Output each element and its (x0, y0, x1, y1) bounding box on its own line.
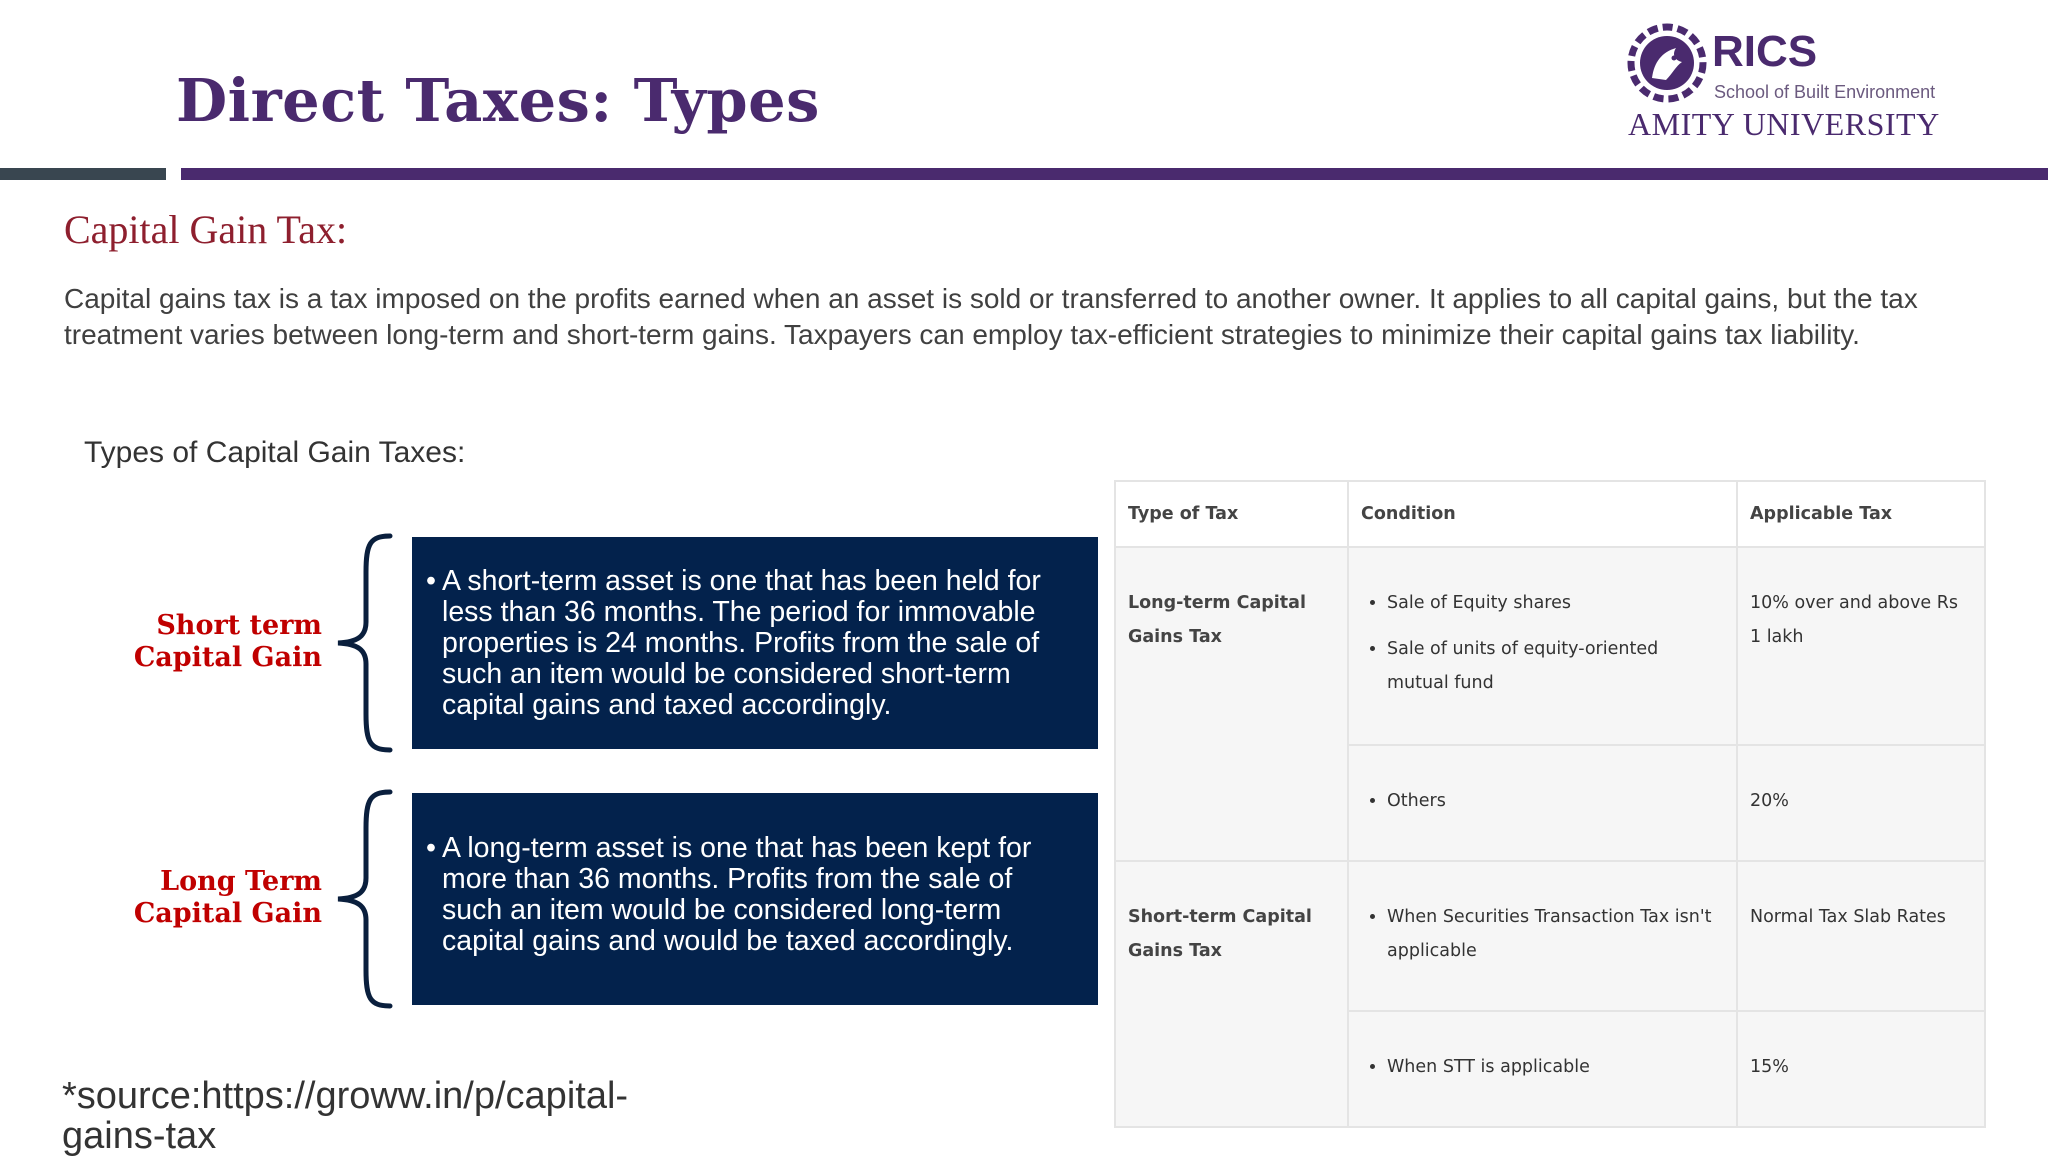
applicable-tax-cell: 20% (1737, 745, 1985, 861)
intro-paragraph: Capital gains tax is a tax imposed on the profits earned when an asset is sold or transferred to another owner. It applies to all capital gains, but the tax treatment varies between long-term and short-term gains. Taxpayers can employ tax-efficient strategies to minimize their capital gains tax liability. (64, 283, 1918, 350)
long-term-description-text: A long-term asset is one that has been kept for more than 36 months. Profits from the sale of such an item would be considered long-term capital gains and would be taxed accordingly. (442, 832, 1032, 957)
logo-rics-text: RICS (1712, 27, 1818, 76)
slide-title: Direct Taxes: Types (176, 66, 820, 135)
logo-university-text: AMITY UNIVERSITY (1628, 106, 1940, 142)
long-term-label-line2: Capital Gain (133, 898, 322, 929)
applicable-tax-cell: Normal Tax Slab Rates (1737, 861, 1985, 1011)
logo-school-text: School of Built Environment (1714, 82, 1936, 102)
column-header-applicable-tax: Applicable Tax (1737, 481, 1985, 547)
types-label: Types of Capital Gain Taxes: (84, 436, 466, 469)
condition-cell (1348, 547, 1737, 745)
lion-crest-icon (1626, 22, 1708, 104)
section-heading: Capital Gain Tax: (64, 207, 348, 252)
long-term-description (420, 833, 1078, 957)
condition-item: • When Securities Transaction Tax isn't applicable (1387, 900, 1724, 968)
condition-cell (1348, 1011, 1737, 1127)
tax-type-cell: Short-term Capital Gains Tax (1115, 861, 1348, 1127)
bullet-dot: • (426, 832, 436, 864)
short-term-description (420, 566, 1078, 721)
short-term-label-line2: Capital Gain (133, 642, 322, 673)
rics-amity-logo (1626, 22, 1940, 144)
short-term-label (122, 610, 322, 674)
condition-cell (1348, 861, 1737, 1011)
long-term-label (122, 866, 322, 930)
long-term-label-line1: Long Term (160, 866, 322, 897)
applicable-tax-cell: 10% over and above Rs 1 lakh (1737, 547, 1985, 745)
column-header-type: Type of Tax (1115, 481, 1348, 547)
condition-item: • Sale of units of equity-oriented mutual fund (1387, 632, 1724, 700)
capital-gains-tax-table (1114, 480, 1986, 1128)
short-term-description-text: A short-term asset is one that has been held for less than 36 months. The period for immovable properties is 24 months. Profits from the sale of such an item would be considered short-term capital gains and taxed accordingly. (442, 564, 1041, 721)
condition-item: • Others (1387, 784, 1724, 818)
condition-item: • Sale of Equity shares (1387, 586, 1724, 620)
source-note: *source:https://groww.in/p/capital-gains-tax (62, 1075, 629, 1157)
table-header-row (1115, 481, 1985, 547)
header-rule-dark (0, 168, 166, 180)
applicable-tax-cell: 15% (1737, 1011, 1985, 1127)
condition-item: • When STT is applicable (1387, 1050, 1724, 1084)
long-term-description-box (412, 793, 1098, 1005)
long-term-brace (334, 788, 394, 1010)
tax-type-cell: Long-term Capital Gains Tax (1115, 547, 1348, 861)
table-row (1115, 547, 1985, 745)
short-term-description-box (412, 537, 1098, 749)
table-row (1115, 861, 1985, 1011)
short-term-label-line1: Short term (156, 610, 322, 641)
short-term-brace (334, 532, 394, 754)
condition-cell (1348, 745, 1737, 861)
header-rule-accent (181, 168, 2048, 180)
column-header-condition: Condition (1348, 481, 1737, 547)
bullet-dot: • (426, 564, 436, 597)
